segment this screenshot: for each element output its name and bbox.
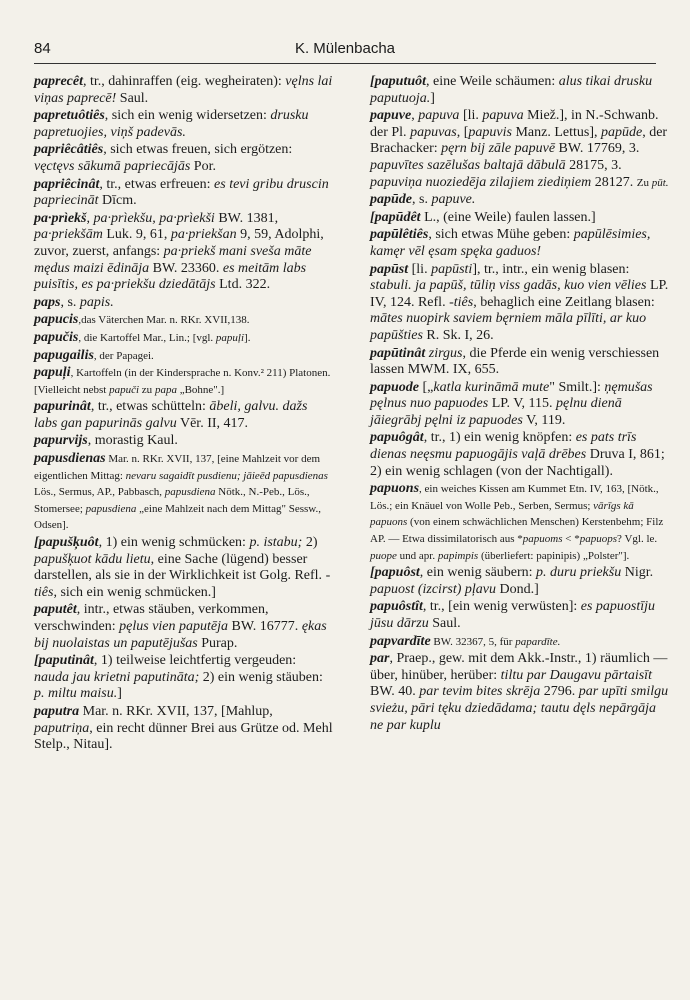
- entry-text: , die Pferde ein wenig verschiessen lassen MWM. IX, 655.: [370, 345, 660, 378]
- dictionary-entry: [34, 433, 334, 450]
- entry-text: p. duru priekšu: [536, 565, 622, 581]
- entry-text: , s.: [60, 294, 80, 310]
- entry-text: [li.: [408, 261, 432, 277]
- entry-text: par upīti smilgu svieżu, pāri tęku dziedādama; tautu dęls nepārgāja ne par kuplu: [370, 684, 669, 733]
- entry-text: Vēr. II, 417.: [176, 415, 249, 431]
- entry-text: , der Brachacker:: [370, 124, 668, 157]
- entry-text: , tr., [ein wenig verwüsten]:: [422, 599, 581, 615]
- dictionary-entry: [34, 348, 334, 365]
- entry-text: 9, 59, Adolphi, zuvor, zuerst, anfangs:: [34, 227, 324, 259]
- entry-text: LP. V, 115.: [488, 396, 557, 412]
- entry-text: 28127.: [591, 174, 637, 190]
- entry-text: vęctęvs sākumā papriecājās: [34, 158, 191, 174]
- entry-text: nevaru sagaidīt pusdienu; jāieēd papusdienas: [125, 469, 328, 482]
- entry-headword: papurinât: [34, 399, 91, 415]
- entry-text: papa: [154, 383, 177, 396]
- entry-text: V, 119.: [522, 412, 566, 428]
- entry-text: es papuostīju jūsu dārzu: [370, 599, 656, 631]
- dictionary-entry: [34, 330, 334, 347]
- entry-text: papuops: [579, 533, 618, 546]
- entry-headword: papucis: [34, 312, 79, 328]
- entry-text: pa·priekšan: [170, 227, 237, 243]
- entry-text: Zu: [636, 176, 652, 189]
- entry-text: papardīte.: [515, 635, 561, 648]
- entry-headword: papriêcâtiês: [34, 142, 104, 158]
- entry-text: , 1) teilweise leichtfertig vergeuden:: [93, 653, 297, 669]
- entry-text: pęrn bij zāle papuvē: [441, 141, 556, 157]
- right-column: [370, 74, 670, 735]
- entry-text: ņęmušas pęlnus nuo papuodes: [370, 379, 653, 412]
- entry-text: es pats trīs dienas neęsmu papuogājis vaļā drēbes: [370, 430, 637, 463]
- entry-headword: [paputinât: [34, 653, 94, 669]
- entry-text: stabuli. ja papūš, tūliņ viss gadās, kuo vien vēlies: [370, 278, 647, 294]
- entry-text: ]: [430, 90, 435, 106]
- entry-text: LP. IV, 124. Refl.: [370, 278, 669, 310]
- entry-text: Saul.: [428, 616, 461, 631]
- entry-text: papūsti: [431, 261, 473, 277]
- entry-text: und apr.: [396, 549, 438, 562]
- entry-text: p. miltu maisu.: [34, 686, 118, 702]
- entry-text: BW. 1381,: [214, 210, 279, 226]
- entry-text: Mar. n. RKr. XVII, 137, [Mahlup,: [79, 703, 273, 719]
- dictionary-entry: [370, 651, 670, 734]
- entry-text: Manz. Lettus],: [511, 124, 601, 140]
- entry-text: " Smilt.]:: [549, 379, 605, 395]
- dictionary-entry: [370, 227, 670, 260]
- entry-text: par tevim bites skrēja: [419, 684, 541, 700]
- dictionary-entry: [370, 262, 670, 345]
- entry-text: alus tikai drusku paputuoja.: [370, 74, 653, 106]
- entry-text: -tiês: [34, 568, 331, 600]
- entry-text: , morastig Kaul.: [87, 433, 178, 449]
- entry-text: (von einem schwächlichen Menschen) Kerstenbehm; Filz AP. — Etwa dissimilatorisch aus *: [370, 516, 664, 546]
- entry-text: Dond.]: [496, 581, 539, 597]
- entry-text: Purap.: [197, 635, 238, 651]
- entry-text: pęlnu dienā jāiegrābj pęlni iz papuodes: [370, 396, 622, 428]
- entry-headword: papuve: [370, 108, 412, 124]
- entry-headword: papugailis: [34, 347, 94, 363]
- dictionary-entry: [370, 192, 670, 209]
- entry-text: Nötk., N.-Peb., Lös., Stomersee;: [34, 486, 310, 515]
- entry-text: (überliefert: papinipis) „Polster"].: [478, 549, 630, 562]
- entry-text: , 1) ein wenig schmücken:: [98, 535, 250, 551]
- entry-headword: [paputuôt: [370, 74, 427, 89]
- entry-text: nauda jau krietni paputināta;: [34, 669, 200, 685]
- entry-text: vęlns lai viņas paprecē!: [34, 74, 333, 106]
- entry-text: ,das Väterchen Mar. n. RKr. XVII,138.: [78, 314, 250, 327]
- entry-text: , der Papagei.: [93, 349, 154, 362]
- dictionary-entry: [370, 108, 670, 191]
- entry-text: ,: [411, 108, 419, 124]
- entry-text: papuvītes sazēlušas baltajā dābulā: [370, 157, 566, 173]
- entry-text: „Bohne".]: [176, 383, 225, 396]
- entry-text: es tevi gribu druscin papriecināt: [34, 176, 329, 209]
- entry-text: pa·prìekšu, pa·prìekši: [93, 210, 215, 226]
- dictionary-entry: [34, 451, 334, 534]
- entry-text: papuve.: [431, 192, 476, 208]
- entry-text: zirgus: [428, 345, 463, 361]
- entry-text: Dīcm.: [98, 193, 137, 209]
- dictionary-entry: [370, 210, 670, 227]
- entry-headword: papuode: [370, 379, 419, 395]
- entry-text: papušķuot kādu lietu: [34, 551, 151, 567]
- entry-text: , ein wenig säubern:: [419, 565, 537, 581]
- entry-text: , s.: [412, 192, 432, 208]
- dictionary-entry: [370, 346, 670, 379]
- entry-headword: [papūdêt: [370, 209, 421, 225]
- entry-text: Lös., Sermus, AP., Pabbasch,: [34, 486, 165, 499]
- entry-text: „eine Mahlzeit nach dem Mittag" Sessw., Odsen].: [34, 502, 321, 532]
- entry-text: BW. 40.: [370, 684, 420, 700]
- entry-text: , behaglich eine Zeitlang blasen:: [473, 294, 655, 310]
- entry-text: papuļi: [215, 331, 245, 344]
- dictionary-entry: [370, 74, 670, 107]
- entry-text: , Praep., gew. mit dem Akk.-Instr., 1) räumlich — über, hinüber, herüber:: [370, 651, 668, 683]
- entry-text: tiltu par Daugavu pārtaisīt: [500, 667, 652, 683]
- entry-text: Ltd. 322.: [215, 277, 271, 293]
- entry-headword: papvardīte: [370, 633, 431, 649]
- dictionary-entry: [370, 565, 670, 598]
- dictionary-entry: [370, 481, 670, 564]
- entry-text: paputriņa: [34, 720, 90, 736]
- dictionary-entry: [34, 704, 334, 754]
- entry-text: L., (eine Weile) faulen lassen.]: [420, 209, 596, 225]
- entry-text: < *: [562, 533, 580, 546]
- entry-headword: papūtinât: [370, 345, 426, 361]
- running-head: K. Mülenbacha: [294, 40, 396, 57]
- entry-headword: papuons: [370, 481, 420, 497]
- entry-text: mātes nuopirk saviem bęrniem māla pīlīti, ar kuo papūšties: [370, 311, 647, 343]
- entry-text: papūlēsimies, kamęr vēl ęsam spęka gaduos!: [370, 227, 651, 259]
- entry-text: papuvas: [410, 124, 457, 140]
- dictionary-entry: [34, 535, 334, 601]
- entry-text: ].: [244, 331, 251, 344]
- dictionary-entry: [34, 653, 334, 703]
- entry-text: , ein recht dünner Brei aus Grütze od. Mehl Stelp., Nitau].: [34, 720, 333, 753]
- dictionary-entry: [34, 602, 334, 652]
- entry-headword: [papuôst: [370, 565, 420, 581]
- entry-text: [„: [419, 379, 434, 395]
- entry-text: katla kurināmā mute: [433, 379, 550, 395]
- entry-text: , Kartoffeln (in der Kindersprache n. Konv.² 211) Platonen. [Vielleicht nebst: [34, 367, 331, 396]
- entry-text: papuvis: [468, 124, 512, 140]
- entry-headword: papurvijs: [34, 433, 88, 449]
- entry-text: papuoms: [522, 533, 563, 546]
- entry-text: , tr., dahinraffen (eig. wegheiraten):: [82, 74, 286, 89]
- entry-headword: papuļi: [34, 365, 71, 381]
- entry-text: drusku papretuojies, viņš padevās.: [34, 108, 309, 140]
- entry-headword: papuôstît: [370, 599, 423, 615]
- entry-text: p. istabu;: [249, 535, 303, 551]
- entry-headword: paputêt: [34, 602, 77, 618]
- left-column: [34, 74, 334, 755]
- entry-text: Nigr.: [621, 565, 654, 581]
- dictionary-entry: [34, 312, 334, 329]
- entry-headword: papūlêtiês: [370, 227, 429, 243]
- dictionary-entry: [34, 211, 334, 294]
- entry-text: R. Sk. I, 26.: [422, 327, 494, 343]
- entry-text: Miež.], in N.-Schwanb. der Pl.: [370, 108, 659, 140]
- entry-text: 2): [302, 535, 318, 551]
- dictionary-entry: [370, 430, 670, 480]
- dictionary-entry: [34, 399, 334, 432]
- entry-text: , sich ein wenig schmücken.]: [53, 584, 216, 600]
- entry-text: pa·priekš mani svešа māte mędus maizi ēdināja: [34, 243, 312, 276]
- entry-text: papusdiena: [85, 502, 137, 515]
- dictionary-entry: [34, 177, 334, 210]
- entry-headword: papretuôtiês: [34, 108, 105, 124]
- entry-text: papis.: [79, 294, 114, 310]
- entry-text: papūde: [601, 124, 643, 140]
- entry-text: BW. 17769, 3.: [555, 141, 640, 157]
- dictionary-entry: [370, 380, 670, 430]
- dictionary-entry: [34, 108, 334, 141]
- header-rule: [34, 63, 656, 64]
- entry-text: BW. 16777.: [228, 619, 302, 634]
- entry-text: puope: [370, 549, 397, 562]
- entry-text: papuviņa nuoziedēja zilajiem ziediņiem: [370, 174, 592, 190]
- entry-text: 2796.: [540, 684, 579, 700]
- entry-headword: papriêcinât: [34, 176, 100, 192]
- entry-text: [li.: [459, 108, 483, 124]
- entry-headword: pa·prìekš: [34, 210, 87, 226]
- entry-text: pa·priekšām: [34, 227, 103, 243]
- entry-text: , ein weiches Kissen am Kummet Etn. IV, 163, [Nötk., Lös.; ein Knäuel von Wolle Peb., Serben, Sermus;: [370, 483, 659, 512]
- entry-text: Saul.: [116, 90, 149, 106]
- entry-text: BW. 32367, 5, für: [430, 635, 516, 648]
- dictionary-entry: [370, 599, 670, 632]
- entry-headword: paprecêt: [34, 74, 83, 89]
- entry-headword: papuôgât: [370, 430, 424, 446]
- entry-text: , die Kartoffel Mar., Lin.; [vgl.: [78, 331, 216, 344]
- entry-text: , intr., etwas stäuben, verkommen, verschwinden:: [34, 602, 269, 634]
- entry-text: ābeli, galvu. dažs labs gan papurinās galvu: [34, 399, 308, 431]
- entry-headword: papūde: [370, 192, 412, 208]
- entry-text: pūt.: [651, 176, 669, 189]
- page-number: 84: [34, 40, 51, 57]
- entry-text: papusdiena: [164, 486, 216, 499]
- entry-text: , tr., etwas schütteln:: [90, 399, 210, 415]
- entry-text: papuva: [418, 108, 460, 124]
- entry-headword: par: [370, 651, 390, 667]
- entry-text: ? Vgl. le.: [617, 533, 658, 546]
- entry-text: Mar. n. RKr. XVII, 137, [eine Mahlzeit vor dem eigentlichen Mittag:: [34, 453, 321, 482]
- entry-text: 28175, 3.: [565, 157, 622, 173]
- entry-text: , tr., etwas erfreuen:: [99, 176, 215, 192]
- entry-text: , tr., 1) ein wenig knöpfen:: [423, 430, 576, 446]
- entry-text: 2) ein wenig stäuben:: [199, 669, 323, 685]
- entry-text: , eine Weile schäumen:: [426, 74, 559, 89]
- entry-headword: papusdienas: [34, 451, 106, 467]
- entry-text: es meitām labs puisītis, es pa·priekšu dziedātājs: [34, 260, 307, 293]
- entry-text: ], tr., intr., ein wenig blasen:: [472, 261, 630, 277]
- dictionary-entry: [34, 142, 334, 175]
- entry-headword: [papušķuôt: [34, 535, 99, 551]
- entry-headword: papučis: [34, 329, 79, 345]
- entry-text: zu: [139, 383, 155, 396]
- entry-text: papuči: [109, 383, 140, 396]
- entry-headword: paputra: [34, 703, 80, 719]
- entry-headword: paps: [34, 294, 61, 310]
- entry-text: Druva I, 861; 2) ein wenig schlagen (von der Nachtigall).: [370, 447, 665, 479]
- entry-text: BW. 23360.: [149, 260, 223, 276]
- dictionary-entry: [34, 74, 334, 107]
- entry-text: ękas bij nuolaistas un paputējušas: [34, 619, 327, 651]
- entry-text: ]: [117, 686, 122, 702]
- page-header: [34, 40, 656, 62]
- dictionary-entry: [34, 365, 334, 398]
- entry-text: papuost (izcirst) pļavu: [370, 581, 496, 597]
- entry-text: ,: [86, 210, 94, 226]
- entry-text: pęlus vien paputēja: [119, 619, 229, 634]
- entry-text: , sich etwas freuen, sich ergötzen:: [103, 142, 293, 158]
- entry-text: Luk. 9, 61,: [102, 227, 171, 243]
- entry-text: Por.: [190, 158, 216, 174]
- entry-text: vārīgs kā papuons: [370, 499, 634, 529]
- dictionary-entry: [34, 295, 334, 312]
- entry-headword: papūst: [370, 261, 409, 277]
- entry-text: papimpis: [437, 549, 479, 562]
- entry-text: , eine Sache (lügend) besser darstellen, als sie in der Wirklichkeit ist Golg. Refl.: [34, 551, 326, 584]
- entry-text: papuva: [482, 108, 524, 124]
- entry-text: , sich etwas Mühe geben:: [428, 227, 574, 243]
- entry-text: , [: [456, 124, 469, 140]
- entry-text: -tiês: [449, 294, 474, 310]
- dictionary-entry: [370, 634, 670, 651]
- entry-text: , sich ein wenig widersetzen:: [104, 108, 271, 124]
